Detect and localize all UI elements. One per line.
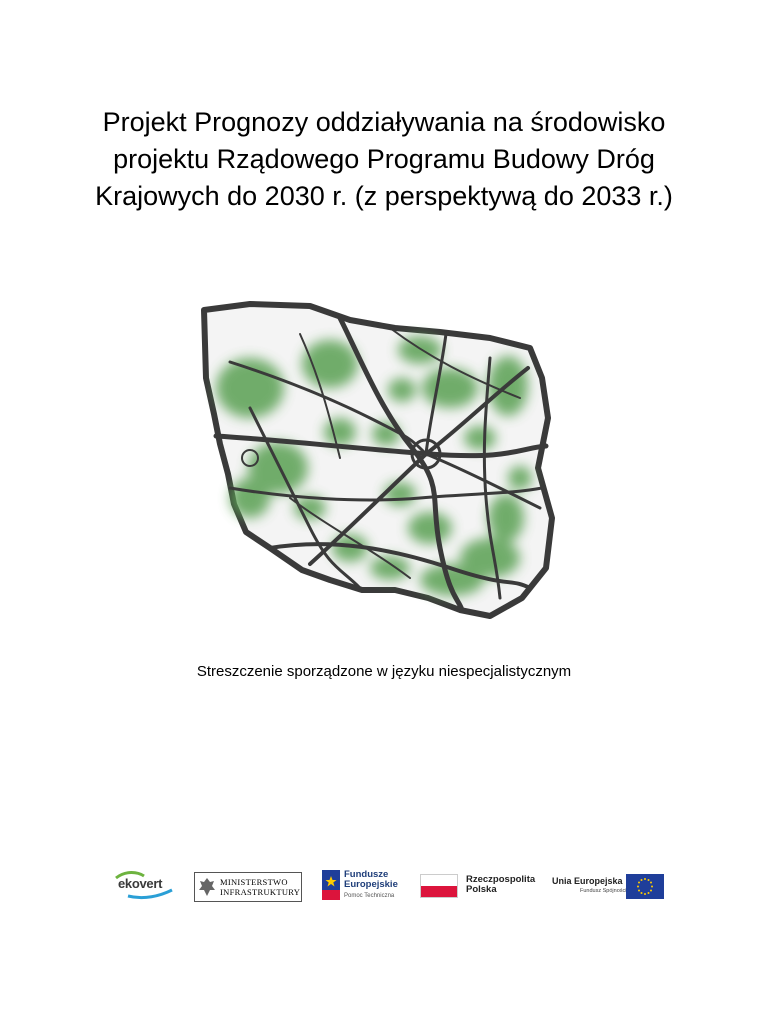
eu-flag-icon	[626, 874, 664, 899]
poland-road-map	[190, 298, 560, 638]
polish-flag-icon	[420, 874, 458, 898]
funds-sub: Pomoc Techniczna	[344, 893, 395, 899]
eu-line1: Unia Europejska	[552, 876, 623, 886]
ekovert-logo	[108, 866, 178, 904]
funds-line1: Fundusze	[344, 869, 389, 880]
eu-logo	[552, 866, 668, 904]
ministry-line2: INFRASTRUKTURY	[220, 887, 301, 897]
rp-line2: Polska	[466, 884, 497, 895]
ministry-logo	[194, 872, 302, 902]
rp-line1: Rzeczpospolita	[466, 874, 536, 885]
eu-funds-logo	[322, 866, 412, 904]
logo-bar	[108, 866, 668, 906]
eu-line2: Fundusz Spójności	[580, 888, 627, 894]
funds-line2: Europejskie	[344, 879, 398, 890]
rp-logo	[420, 866, 540, 904]
ekovert-name: ekovert	[118, 876, 163, 891]
eu-funds-star-icon	[322, 870, 340, 900]
document-title: Projekt Prognozy oddziaływania na środowisko projektu Rządowego Programu Budowy Dróg Krajowych do 2030 r. (z perspektywą do 2033 r.)	[95, 107, 673, 211]
polish-eagle-icon	[198, 876, 216, 898]
document-subtitle: Streszczenie sporządzone w języku niespecjalistycznym	[196, 663, 572, 680]
ministry-line1: MINISTERSTWO	[220, 877, 288, 887]
